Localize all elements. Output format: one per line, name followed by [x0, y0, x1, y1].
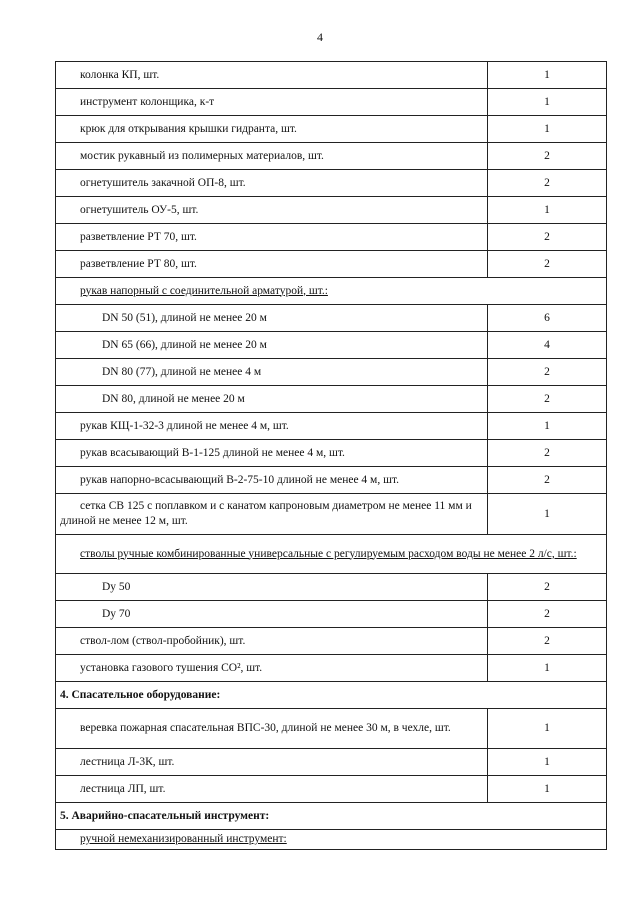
table-row — [56, 574, 607, 601]
item-name: рукав напорно-всасывающий В-2-75-10 длиной не менее 4 м, шт. — [56, 467, 488, 494]
table-row — [56, 628, 607, 655]
item-name: разветвление РТ 80, шт. — [56, 251, 488, 278]
group-header-text: стволы ручные комбинированные универсальные с регулируемым расходом воды не менее 2 л/с, шт.: — [80, 547, 577, 560]
item-name: DN 80, длиной не менее 20 м — [56, 386, 488, 413]
item-name: веревка пожарная спасательная ВПС-30, длиной не менее 30 м, в чехле, шт. — [80, 722, 451, 734]
table-row — [56, 62, 607, 89]
table-row — [56, 332, 607, 359]
item-name: DN 50 (51), длиной не менее 20 м — [56, 305, 488, 332]
item-quantity: 1 — [488, 62, 607, 89]
item-quantity: 2 — [488, 467, 607, 494]
item-name: ствол-лом (ствол-пробойник), шт. — [56, 628, 488, 655]
table-row — [56, 655, 607, 682]
table-row — [56, 709, 607, 749]
table-row — [56, 224, 607, 251]
item-name: лестница Л-3К, шт. — [56, 749, 488, 776]
item-quantity: 2 — [488, 601, 607, 628]
item-name: DN 80 (77), длиной не менее 4 м — [56, 359, 488, 386]
item-quantity: 1 — [488, 655, 607, 682]
item-quantity: 1 — [488, 776, 607, 803]
section-title: 4. Спасательное оборудование: — [56, 682, 607, 709]
item-quantity: 4 — [488, 332, 607, 359]
item-quantity: 1 — [488, 116, 607, 143]
item-quantity: 2 — [488, 224, 607, 251]
item-name: мостик рукавный из полимерных материалов, шт. — [56, 143, 488, 170]
item-name: рукав КЩ-1-32-3 длиной не менее 4 м, шт. — [56, 413, 488, 440]
table-row — [56, 494, 607, 535]
item-name: крюк для открывания крышки гидранта, шт. — [56, 116, 488, 143]
item-quantity: 2 — [488, 359, 607, 386]
table-row — [56, 89, 607, 116]
item-quantity: 2 — [488, 143, 607, 170]
table-row — [56, 413, 607, 440]
item-quantity: 6 — [488, 305, 607, 332]
item-name: Dy 70 — [56, 601, 488, 628]
table-group-header — [56, 278, 607, 305]
item-quantity: 1 — [488, 413, 607, 440]
section-title: 5. Аварийно-спасательный инструмент: — [56, 803, 607, 830]
item-quantity: 2 — [488, 251, 607, 278]
item-quantity: 2 — [488, 628, 607, 655]
item-name: колонка КП, шт. — [56, 62, 488, 89]
table-row — [56, 440, 607, 467]
table-group-header — [56, 830, 607, 850]
item-name: рукав всасывающий В-1-125 длиной не менее 4 м, шт. — [56, 440, 488, 467]
item-name: разветвление РТ 70, шт. — [56, 224, 488, 251]
table-row — [56, 386, 607, 413]
item-quantity: 2 — [488, 440, 607, 467]
table-row — [56, 305, 607, 332]
group-header-text: рукав напорный с соединительной арматурой, шт.: — [80, 284, 328, 297]
item-quantity: 1 — [488, 709, 607, 749]
item-name: сетка СВ 125 с поплавком и с канатом капроновым диаметром не менее 11 мм и длиной не менее 12 м, шт. — [60, 500, 472, 527]
table-row — [56, 749, 607, 776]
page-number: 4 — [317, 30, 323, 44]
item-name: огнетушитель ОУ-5, шт. — [56, 197, 488, 224]
table-row — [56, 116, 607, 143]
table-row — [56, 251, 607, 278]
table-section-header — [56, 803, 607, 830]
item-quantity: 2 — [488, 574, 607, 601]
item-name: DN 65 (66), длиной не менее 20 м — [56, 332, 488, 359]
item-quantity: 2 — [488, 386, 607, 413]
item-quantity: 2 — [488, 170, 607, 197]
item-name: установка газового тушения СО², шт. — [56, 655, 488, 682]
item-name: огнетушитель закачной ОП-8, шт. — [56, 170, 488, 197]
item-quantity: 1 — [488, 749, 607, 776]
table-row — [56, 359, 607, 386]
table-row — [56, 601, 607, 628]
item-quantity: 1 — [488, 89, 607, 116]
equipment-table — [55, 61, 607, 850]
table-row — [56, 170, 607, 197]
item-name: инструмент колонщика, к-т — [56, 89, 488, 116]
item-quantity: 1 — [488, 197, 607, 224]
table-group-header — [56, 535, 607, 574]
item-quantity: 1 — [488, 494, 607, 535]
table-row — [56, 467, 607, 494]
item-name: Dy 50 — [56, 574, 488, 601]
table-row — [56, 197, 607, 224]
table-row — [56, 776, 607, 803]
table-section-header — [56, 682, 607, 709]
group-header-text: ручной немеханизированный инструмент: — [80, 833, 287, 845]
table-row — [56, 143, 607, 170]
item-name: лестница ЛП, шт. — [56, 776, 488, 803]
